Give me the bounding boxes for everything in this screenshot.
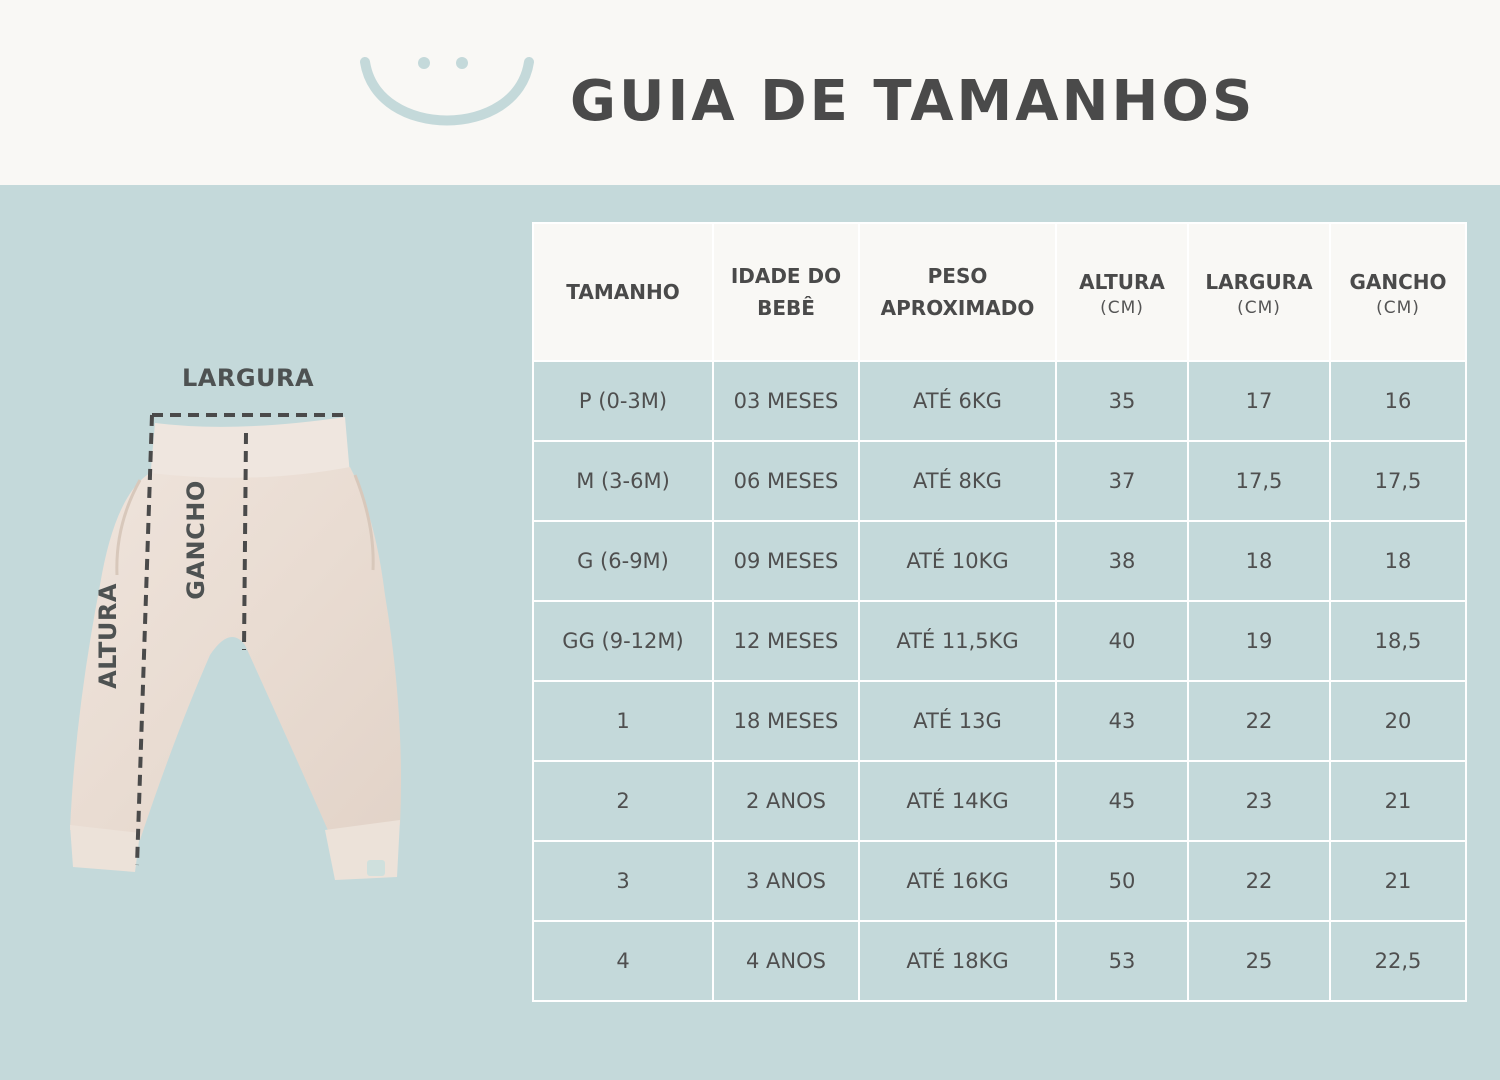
column-header-tamanho: TAMANHO <box>533 223 713 361</box>
table-cell: 37 <box>1056 441 1188 521</box>
unit-label: (CM) <box>1376 298 1420 318</box>
table-cell: 03 MESES <box>713 361 859 441</box>
table-cell: M (3-6M) <box>533 441 713 521</box>
table-cell: 21 <box>1330 761 1466 841</box>
table-cell: 4 <box>533 921 713 1001</box>
table-row <box>533 921 1466 1001</box>
table-cell: 18,5 <box>1330 601 1466 681</box>
table-cell: 19 <box>1188 601 1330 681</box>
table-cell: 12 MESES <box>713 601 859 681</box>
table-cell: 21 <box>1330 841 1466 921</box>
altura-label: ALTURA <box>94 583 122 689</box>
table-cell: 17,5 <box>1188 441 1330 521</box>
table-cell: 17,5 <box>1330 441 1466 521</box>
table-cell: 2 ANOS <box>713 761 859 841</box>
table-cell: ATÉ 13G <box>859 681 1056 761</box>
column-header-largura: LARGURA (CM) <box>1188 223 1330 361</box>
table-cell: 06 MESES <box>713 441 859 521</box>
table-cell: 43 <box>1056 681 1188 761</box>
table-cell: 50 <box>1056 841 1188 921</box>
table-cell: ATÉ 11,5KG <box>859 601 1056 681</box>
table-cell: 23 <box>1188 761 1330 841</box>
table-cell: 3 <box>533 841 713 921</box>
table-cell: 45 <box>1056 761 1188 841</box>
table-header-row <box>533 223 1466 361</box>
table-row <box>533 681 1466 761</box>
table-cell: P (0-3M) <box>533 361 713 441</box>
table-row <box>533 601 1466 681</box>
table-cell: 4 ANOS <box>713 921 859 1001</box>
table-cell: 2 <box>533 761 713 841</box>
table-cell: 25 <box>1188 921 1330 1001</box>
gancho-label: GANCHO <box>182 480 210 600</box>
table-cell: ATÉ 8KG <box>859 441 1056 521</box>
size-table <box>532 222 1467 1002</box>
table-cell: 40 <box>1056 601 1188 681</box>
table-row <box>533 441 1466 521</box>
table-cell: 1 <box>533 681 713 761</box>
table-row <box>533 761 1466 841</box>
table-cell: ATÉ 6KG <box>859 361 1056 441</box>
column-header-altura: ALTURA (CM) <box>1056 223 1188 361</box>
table-cell: 09 MESES <box>713 521 859 601</box>
table-cell: 20 <box>1330 681 1466 761</box>
table-cell: 35 <box>1056 361 1188 441</box>
table-cell: ATÉ 16KG <box>859 841 1056 921</box>
largura-label: LARGURA <box>182 364 315 392</box>
table-cell: ATÉ 18KG <box>859 921 1056 1001</box>
table-row <box>533 361 1466 441</box>
table-cell: ATÉ 10KG <box>859 521 1056 601</box>
table-cell: 18 <box>1188 521 1330 601</box>
table-cell: 17 <box>1188 361 1330 441</box>
table-cell: 22 <box>1188 841 1330 921</box>
table-cell: G (6-9M) <box>533 521 713 601</box>
table-cell: 22,5 <box>1330 921 1466 1001</box>
unit-label: (CM) <box>1100 298 1144 318</box>
table-cell: 53 <box>1056 921 1188 1001</box>
unit-label: (CM) <box>1237 298 1281 318</box>
table-cell: 18 MESES <box>713 681 859 761</box>
table-cell: 16 <box>1330 361 1466 441</box>
table-cell: 3 ANOS <box>713 841 859 921</box>
column-header-gancho: GANCHO (CM) <box>1330 223 1466 361</box>
smile-icon <box>355 48 540 148</box>
header-banner <box>0 0 1500 185</box>
table-cell: 18 <box>1330 521 1466 601</box>
page-title: GUIA DE TAMANHOS <box>570 69 1256 134</box>
table-cell: 38 <box>1056 521 1188 601</box>
table-row <box>533 841 1466 921</box>
table-row <box>533 521 1466 601</box>
column-header-peso: PESO APROXIMADO <box>859 223 1056 361</box>
column-header-idade: IDADE DO BEBÊ <box>713 223 859 361</box>
table-cell: GG (9-12M) <box>533 601 713 681</box>
table-cell: ATÉ 14KG <box>859 761 1056 841</box>
table-cell: 22 <box>1188 681 1330 761</box>
